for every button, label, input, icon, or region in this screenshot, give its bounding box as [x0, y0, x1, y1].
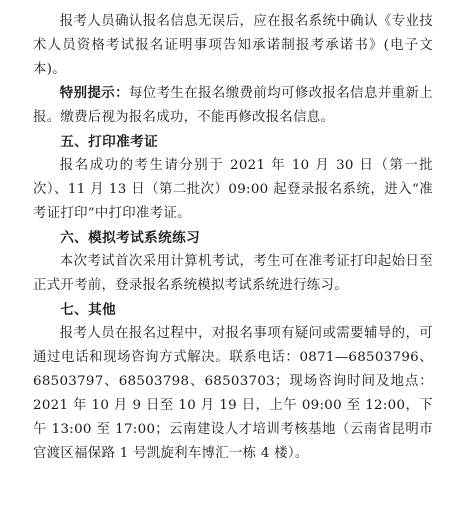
document-page: [33, 10, 433, 466]
paragraph-mock-exam: 本次考试首次采用计算机考试，考生可在准考证打印起始日至正式开考前，登录报名系统模拟考试系统进行练习。: [33, 254, 433, 293]
section-heading-mock-exam: 六、模拟考试系统练习: [60, 230, 201, 246]
paragraph-special-notice: [33, 82, 433, 130]
section-heading-other: 七、其他: [60, 302, 117, 318]
paragraph-other: 报考人员在报名过程中，对报名事项有疑问或需要辅导的，可通过电话和现场咨询方式解决。联系电话：0871—68503796、68503797、68503798、68503703；现场咨询时间及地点：2021 年 10 月 9 日至 10 月 19 日，上午 09:00 至 12:00，下午 13:00 至 17:00；云南建设人才培训考核基地（云南省昆明市官渡区福保路 1 号凯旋利车博汇一栋 4 楼）。: [33, 326, 433, 461]
special-notice-label: 特别提示：: [59, 86, 129, 101]
paragraph-confirm-commitment: 报考人员确认报名信息无误后，应在报名系统中确认《专业技术人员资格考试报名证明事项告知承诺制报考承诺书》(电子文本)。: [33, 14, 433, 77]
section-heading-print-admission: 五、打印准考证: [60, 134, 159, 150]
special-notice-text: 每位考生在报名缴费前均可修改报名信息并重新上报。缴费后视为报名成功，不能再修改报名信息。: [33, 86, 433, 125]
paragraph-print-admission: 报名成功的考生请分别于 2021 年 10 月 30 日（第一批次）、11 月 13 日（第二批次）09:00 起登录报名系统，进入“准考证打印”中打印准考证。: [33, 158, 433, 221]
